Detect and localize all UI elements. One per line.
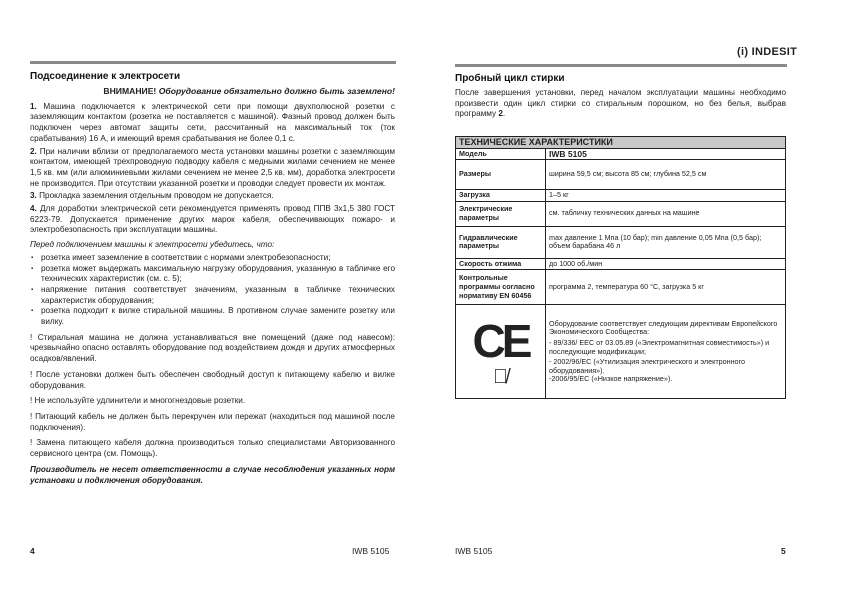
spec-key: Модель bbox=[456, 148, 546, 160]
compliance-line: Оборудование соответствует следующим директивам Европейского Экономического Сообщества: bbox=[549, 318, 778, 337]
spec-key: Контрольные программы согласно нормативу EN 60456 bbox=[456, 270, 546, 305]
check-intro: Перед подключением машины к электросети убедитесь, что: bbox=[30, 240, 275, 250]
item bbox=[30, 147, 395, 190]
section-title: Пробный цикл стирки bbox=[455, 73, 565, 84]
note: ! После установки должен быть обеспечен свободный доступ к питающему кабелю и вилке оборудования. bbox=[30, 369, 395, 390]
table-row bbox=[456, 190, 786, 202]
left-page-number: 4 bbox=[30, 546, 35, 556]
bullet: ▪ розетка имеет заземление в соответствии с нормами электробезопасности; bbox=[30, 253, 395, 264]
spec-key: Размеры bbox=[456, 160, 546, 190]
spec-value: программа 2, температура 60 °С, загрузка 5 кг bbox=[546, 270, 786, 305]
table-row bbox=[456, 270, 786, 305]
compliance-cell bbox=[546, 305, 786, 399]
spec-value: max давление 1 Мпа (10 бар); min давление 0,05 Мпа (0,5 бар); объем барабана 46 л bbox=[546, 226, 786, 258]
spec-key: Скорость отжима bbox=[456, 258, 546, 270]
compliance-line: -2006/95/EC («Низкое напряжение»). bbox=[549, 374, 673, 384]
intro-text: После завершения установки, перед началом эксплуатации машины необходимо произвести один цикл стирки со стиральным порошком, но без белья, выбрав программу bbox=[455, 88, 786, 119]
warning-label: ВНИМАНИЕ! bbox=[103, 86, 157, 96]
table-header: ТЕХНИЧЕСКИЕ ХАРАКТЕРИСТИКИ bbox=[456, 137, 786, 149]
table-row bbox=[456, 160, 786, 190]
table-row bbox=[456, 226, 786, 258]
table-row bbox=[456, 305, 786, 399]
program-number: 2 bbox=[498, 109, 503, 119]
spec-value: IWB 5105 bbox=[546, 148, 786, 160]
note: ! Стиральная машина не должна устанавливаться вне помещений (даже под навесом): чрезвычайно опасно оставлять оборудование под воздействием дождя и других атмосферных осадков/явлений. bbox=[30, 332, 395, 364]
item bbox=[30, 102, 395, 145]
spec-key: Загрузка bbox=[456, 190, 546, 202]
item-text: Для доработки электрической сети рекомендуется применять провод ППВ 3x1,5 380 ГОСТ 6223-79. Допускается применение других марок кабеля, обеспечивающих пожаро- и электробезопасность при эксплуатации машины. bbox=[30, 204, 395, 235]
item-text: Прокладка заземления отдельным проводом не допускается. bbox=[39, 191, 274, 201]
item-num: 2. bbox=[30, 146, 37, 156]
table-row bbox=[456, 258, 786, 270]
note: ! Не используйте удлинители и многогнездовые розетки. bbox=[30, 396, 246, 406]
bullet: ▪ напряжение питания соответствует значениям, указанным в табличке технических характеристик оборудования; bbox=[30, 285, 395, 306]
table-row bbox=[456, 201, 786, 226]
right-header-rule bbox=[455, 64, 787, 67]
marks-cell bbox=[456, 305, 546, 399]
indesit-logo: (i) INDESIT bbox=[737, 46, 798, 58]
intro: После завершения установки, перед началом эксплуатации машины необходимо произвести один цикл стирки со стиральным порошком, но без белья, выбрав программу 2. bbox=[455, 88, 786, 119]
compliance-line: - 2002/96/ЕС («Утилизация электрического и электронного оборудования»). bbox=[549, 357, 746, 375]
left-model-footer: IWB 5105 bbox=[352, 546, 390, 556]
compliance-line: - 89/336/ EEC от 03.05.89 («Электромагнитная совместимость») и последующие модификации; bbox=[549, 337, 770, 356]
item-text: При наличии вблизи от предполагаемого места установки машины розетки с заземляющим контактом, имеющей трехпроводную подводку кабеля с медными жилами сечением не менее 1,5 кв. мм (или алюминиевыми жилами сечением не менее 2,5 кв. мм), доработка электросети не производится. При отсутствии указанной розетки и проводки следует провести их монтаж. bbox=[30, 146, 395, 188]
warning bbox=[30, 86, 395, 97]
spec-value: ширина 59,5 см; высота 85 см; глубина 52,5 см bbox=[546, 160, 786, 190]
spec-key: Электрические параметры bbox=[456, 201, 546, 226]
table-row bbox=[456, 148, 786, 160]
spec-value: 1–5 кг bbox=[546, 190, 786, 202]
tech-specs-table bbox=[455, 136, 786, 399]
item-num: 4. bbox=[30, 204, 37, 214]
item bbox=[30, 204, 395, 236]
warning-text: Оборудование обязательно должно быть заземлено! bbox=[158, 86, 395, 96]
note: ! Замена питающего кабеля должна производиться только специалистами Авторизованного сервисного центра (см. Помощь). bbox=[30, 438, 395, 459]
spec-value: до 1000 об./мин bbox=[546, 258, 786, 270]
disclaimer: Производитель не несет ответственности в случае несоблюдения указанных норм установки и подключения оборудования. bbox=[30, 464, 395, 485]
right-model-footer: IWB 5105 bbox=[455, 546, 493, 556]
ce-mark-icon: CE bbox=[472, 314, 529, 367]
bullet: ▪ розетка может выдержать максимальную нагрузку оборудования, указанную в табличке его технических характеристик (см. с. 5); bbox=[30, 264, 395, 285]
item-num: 3. bbox=[30, 191, 37, 201]
bullet: ▪ розетка подходит к вилке стиральной машины. В противном случае замените розетку или вилку. bbox=[30, 306, 395, 327]
right-page bbox=[455, 72, 786, 122]
item-num: 1. bbox=[30, 101, 37, 111]
right-page-number: 5 bbox=[781, 546, 786, 556]
item-text: Машина подключается к электрической сети при помощи двухполюсной розетки с заземляющим контактом (розетка не поставляется с машиной). Фазный провод должен быть подключен через автомат защиты сети, рассчитанный на максимальный ток (ток срабатывания) 16 А, и имеющий время срабатывания не более 0,1 с. bbox=[30, 101, 395, 143]
spec-value: см. табличку технических данных на машине bbox=[546, 201, 786, 226]
crossed-bin-icon: 🗑̸ bbox=[493, 365, 508, 388]
left-page bbox=[30, 70, 395, 488]
item bbox=[30, 191, 395, 202]
section-title: Подсоединение к электросети bbox=[30, 71, 181, 82]
spec-key: Гидравлические параметры bbox=[456, 226, 546, 258]
left-header-rule bbox=[30, 61, 396, 64]
check-list bbox=[30, 253, 395, 328]
note: ! Питающий кабель не должен быть перекручен или пережат (находиться под машиной после подключения). bbox=[30, 411, 395, 432]
